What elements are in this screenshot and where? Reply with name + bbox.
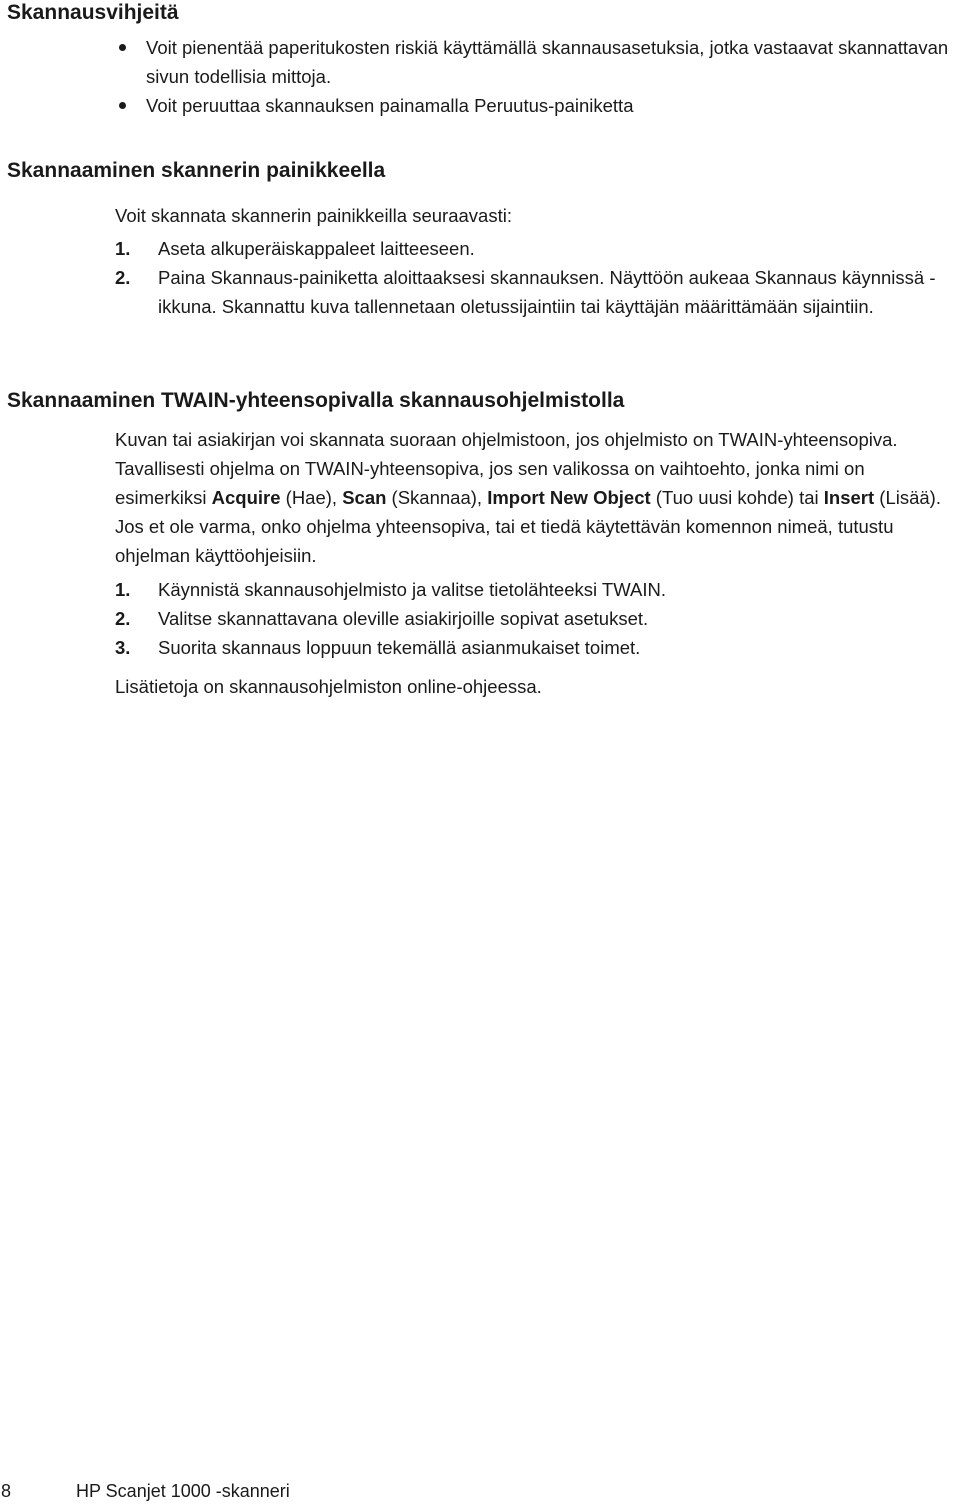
section-intro bbox=[115, 425, 960, 570]
list-item bbox=[115, 633, 960, 662]
bullet-text: Voit peruuttaa skannauksen painamalla Peruutus-painiketta bbox=[146, 95, 634, 116]
list-item bbox=[115, 575, 960, 604]
bullet-icon bbox=[119, 102, 126, 109]
step-number: 3. bbox=[115, 637, 131, 658]
list-item bbox=[115, 604, 960, 633]
list-item bbox=[115, 263, 960, 321]
step-number: 2. bbox=[115, 267, 131, 288]
step-number: 2. bbox=[115, 608, 131, 629]
menu-term-scan: Scan bbox=[342, 487, 387, 508]
intro-text: (Lisää). Jos et ole varma, onko ohjelma yhteensopiva, tai et tiedä käytettävän komennon nimeä, tutustu ohjelman käyttöohjeisiin. bbox=[115, 487, 941, 566]
tips-bullet-list bbox=[117, 33, 957, 120]
twain-steps bbox=[115, 575, 960, 662]
menu-term-acquire: Acquire bbox=[211, 487, 281, 508]
intro-text: (Tuo uusi kohde) tai bbox=[650, 487, 824, 508]
list-item bbox=[117, 91, 957, 120]
list-item bbox=[115, 234, 960, 263]
section-heading-twain-software: Skannaaminen TWAIN-yhteensopivalla skannausohjelmistolla bbox=[7, 389, 625, 412]
section-heading-scanner-button: Skannaaminen skannerin painikkeella bbox=[7, 159, 386, 182]
step-number: 1. bbox=[115, 238, 131, 259]
step-text: Paina Skannaus-painiketta aloittaaksesi skannauksen. Näyttöön aukeaa Skannaus käynnissä -ikkuna. Skannattu kuva tallennetaan oletussijaintiin tai käyttäjän määrittämään sijaintiin. bbox=[158, 267, 936, 317]
list-item bbox=[117, 33, 957, 91]
bullet-icon bbox=[119, 44, 126, 51]
scanner-button-steps bbox=[115, 234, 960, 321]
step-text: Käynnistä skannausohjelmisto ja valitse tietolähteeksi TWAIN. bbox=[158, 579, 666, 600]
section-intro: Voit skannata skannerin painikkeilla seuraavasti: bbox=[115, 205, 512, 226]
page-number: 8 bbox=[1, 1481, 12, 1501]
more-info-text: Lisätietoja on skannausohjelmiston online-ohjeessa. bbox=[115, 676, 542, 697]
menu-term-import-new-object: Import New Object bbox=[487, 487, 651, 508]
intro-text: (Hae), bbox=[280, 487, 343, 508]
menu-term-insert: Insert bbox=[823, 487, 875, 508]
bullet-text: Voit pienentää paperitukosten riskiä käyttämällä skannausasetuksia, jotka vastaavat skannattavan sivun todellisia mittoja. bbox=[146, 37, 949, 87]
document-title: HP Scanjet 1000 -skanneri bbox=[76, 1481, 290, 1501]
section-heading-scanning-tips: Skannausvihjeitä bbox=[7, 1, 179, 24]
step-text: Valitse skannattavana oleville asiakirjoille sopivat asetukset. bbox=[158, 608, 649, 629]
intro-text: Kuvan tai asiakirjan voi skannata suoraan ohjelmistoon, jos ohjelmisto on TWAIN-yhteensopiva. Tavallisesti ohjelma on TWAIN-yhteensopiva, jos sen valikossa on vaihtoehto, jonka nimi on esimerkiksi bbox=[115, 429, 898, 508]
step-text: Suorita skannaus loppuun tekemällä asianmukaiset toimet. bbox=[158, 637, 641, 658]
intro-text: (Skannaa), bbox=[386, 487, 488, 508]
step-text: Aseta alkuperäiskappaleet laitteeseen. bbox=[158, 238, 475, 259]
step-number: 1. bbox=[115, 579, 131, 600]
